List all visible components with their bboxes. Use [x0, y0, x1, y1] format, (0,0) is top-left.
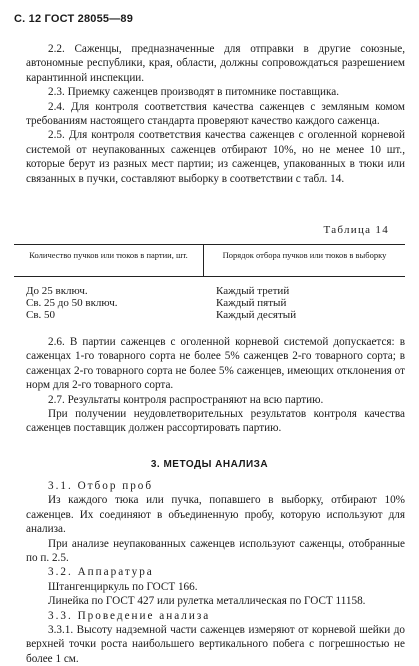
- paragraph-2-4: 2.4. Для контроля соответствия качества саженцев с земляным комом требованиям настоящего стандарта проверяют качество каждого саженца.: [26, 100, 405, 128]
- table-cell-order: Каждый третий: [216, 285, 290, 297]
- subsection-heading-apparatus: 3.2. Аппаратура: [48, 566, 154, 579]
- paragraph-2-3: 2.3. Приемку саженцев производят в питомнике поставщика.: [48, 86, 340, 99]
- table-header-quantity: Количество пучков или тюков в партии, шт.: [29, 250, 188, 260]
- paragraph-2-7-cont: При получении неудовлетворительных результатов контроля качества саженцев поставщик должен рассортировать партию.: [26, 408, 405, 435]
- paragraph-2-5: 2.5. Для контроля соответствия качества саженцев с оголенной корневой системой от неупакованных саженцев отбирают 10%, но не менее 10 шт., которые берут из разных мест партии; из саженцев, упакованных в тюки или связанных в пучки, составляют выборку в соответствии с табл. 14.: [26, 129, 405, 185]
- text-block-2: [26, 335, 405, 436]
- subsection-heading-procedure: 3.3. Проведение анализа: [48, 609, 211, 622]
- paragraph-2-7: 2.7. Результаты контроля распространяют на всю партию.: [48, 393, 324, 406]
- table-caption: Таблица 14: [323, 224, 389, 236]
- text-block-3: [26, 479, 405, 666]
- paragraph-2-6: 2.6. В партии саженцев с оголенной корневой системой допускается: в саженцах 1-го товарного сорта не более 5% саженцев 2-го товарного сорта; в саженцах 2-го товарного сорта не более 5% саженцев, имеющих отклонения от норм для 2-го товарного сорта.: [26, 336, 405, 392]
- paragraph-2-2: 2.2. Саженцы, предназначенные для отправки в другие союзные, автономные республики, края, области, должны сопровождаться разрешением карантинной инспекции.: [26, 43, 405, 84]
- paragraph-3-1: Из каждого тюка или пучка, попавшего в выборку, отбирают 10% саженцев. Их соединяют в объединенную пробу, которую используют для анализа.: [26, 494, 405, 536]
- table-cell-qty: До 25 включ.: [26, 285, 88, 297]
- table-top-rule: [14, 244, 405, 245]
- table-header-rule: [14, 276, 405, 277]
- paragraph-3-2-caliper: Штангенциркуль по ГОСТ 166.: [48, 580, 198, 593]
- table-cell-qty: Св. 25 до 50 включ.: [26, 297, 118, 309]
- paragraph-3-1-cont: При анализе неупакованных саженцев используют саженцы, отобранные по п. 2.5.: [26, 537, 405, 565]
- table-cell-order: Каждый десятый: [216, 309, 297, 321]
- text-block-1: [26, 42, 405, 186]
- table-cell-order: Каждый пятый: [216, 297, 287, 309]
- paragraph-3-3-1: 3.3.1. Высоту надземной части саженцев измеряют от корневой шейки до верхней точки роста наибольшего вертикального побега с погрешностью не более 1 см.: [26, 624, 405, 665]
- table-cell-qty: Св. 50: [26, 309, 56, 321]
- section-title: 3. МЕТОДЫ АНАЛИЗА: [150, 459, 269, 470]
- table-header-order: Порядок отбора пучков или тюков в выборку: [222, 250, 387, 260]
- page-header: С. 12 ГОСТ 28055—89: [14, 13, 134, 25]
- table-column-divider: [203, 244, 204, 276]
- paragraph-3-2-ruler: Линейка по ГОСТ 427 или рулетка металлическая по ГОСТ 11158.: [48, 595, 366, 608]
- subsection-heading-sampling: 3.1. Отбор проб: [48, 480, 154, 492]
